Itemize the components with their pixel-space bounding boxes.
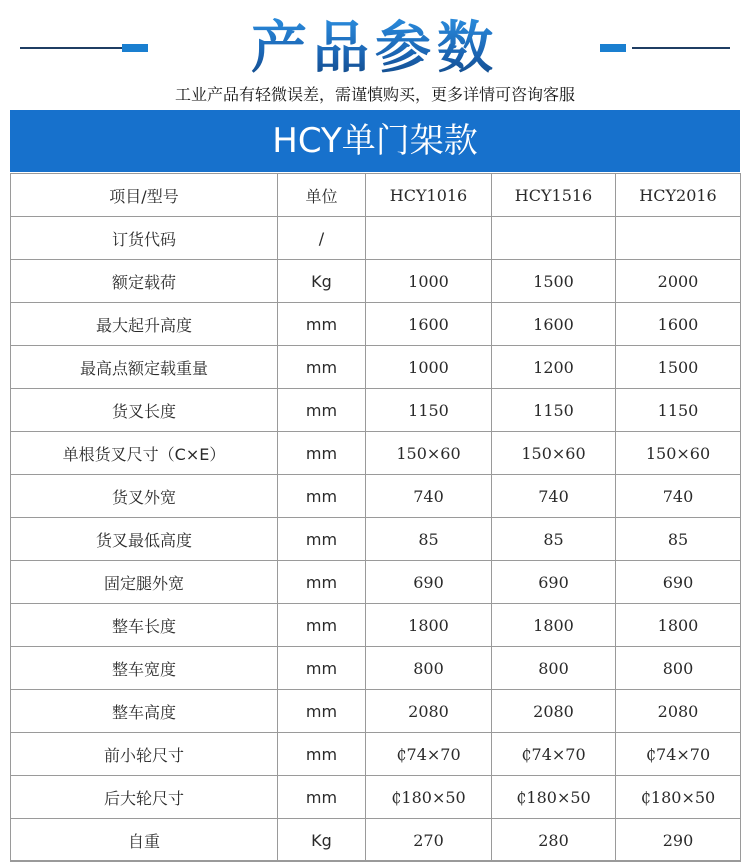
model-2-value-cell: 740: [492, 475, 616, 518]
model-2-value-cell: 85: [492, 518, 616, 561]
model-2-value-cell: 800: [492, 647, 616, 690]
model-3-value-cell: 1600: [616, 303, 741, 346]
table-row: [11, 819, 741, 862]
table-row: [11, 475, 741, 518]
row-label-cell: 额定载荷: [11, 260, 278, 303]
model-3-value-cell: 1500: [616, 346, 741, 389]
row-label-cell: 固定腿外宽: [11, 561, 278, 604]
header-cell-model-2: HCY1516: [492, 174, 616, 217]
decorative-block-right: [600, 44, 626, 52]
spec-table: [10, 173, 741, 862]
model-2-value-cell: 150×60: [492, 432, 616, 475]
row-label-cell: 货叉最低高度: [11, 518, 278, 561]
table-row: [11, 647, 741, 690]
model-3-value-cell: 1800: [616, 604, 741, 647]
model-2-value-cell: 280: [492, 819, 616, 862]
model-3-value-cell: 2000: [616, 260, 741, 303]
unit-cell: /: [278, 217, 366, 260]
model-3-value-cell: 290: [616, 819, 741, 862]
unit-cell: mm: [278, 561, 366, 604]
model-3-value-cell: 800: [616, 647, 741, 690]
row-label-cell: 后大轮尺寸: [11, 776, 278, 819]
model-1-value-cell: 85: [366, 518, 492, 561]
header-cell-unit: 单位: [278, 174, 366, 217]
row-label-cell: 单根货叉尺寸（C×E）: [11, 432, 278, 475]
decorative-line-right: [632, 47, 730, 49]
model-3-value-cell: 740: [616, 475, 741, 518]
row-label-cell: 前小轮尺寸: [11, 733, 278, 776]
unit-cell: Kg: [278, 819, 366, 862]
model-1-value-cell: 270: [366, 819, 492, 862]
page-header: [0, 0, 750, 110]
row-label-cell: 货叉长度: [11, 389, 278, 432]
unit-cell: mm: [278, 303, 366, 346]
model-3-value-cell: 690: [616, 561, 741, 604]
unit-cell: mm: [278, 518, 366, 561]
table-row: [11, 303, 741, 346]
row-label-cell: 整车高度: [11, 690, 278, 733]
model-2-value-cell: 1200: [492, 346, 616, 389]
model-1-value-cell: 740: [366, 475, 492, 518]
unit-cell: mm: [278, 604, 366, 647]
model-1-value-cell: 800: [366, 647, 492, 690]
unit-cell: mm: [278, 690, 366, 733]
model-3-value-cell: 85: [616, 518, 741, 561]
model-1-value-cell: 1800: [366, 604, 492, 647]
model-2-value-cell: 1150: [492, 389, 616, 432]
table-header-row: [11, 174, 741, 217]
row-label-cell: 整车长度: [11, 604, 278, 647]
unit-cell: mm: [278, 389, 366, 432]
table-row: [11, 260, 741, 303]
row-label-cell: 最大起升高度: [11, 303, 278, 346]
row-label-cell: 最高点额定载重量: [11, 346, 278, 389]
model-2-value-cell: 2080: [492, 690, 616, 733]
unit-cell: mm: [278, 776, 366, 819]
unit-cell: mm: [278, 346, 366, 389]
header-cell-item: 项目/型号: [11, 174, 278, 217]
row-label-cell: 自重: [11, 819, 278, 862]
model-1-value-cell: 1000: [366, 346, 492, 389]
model-2-value-cell: [492, 217, 616, 260]
row-label-cell: 整车宽度: [11, 647, 278, 690]
table-row: [11, 776, 741, 819]
model-1-value-cell: ₵74×70: [366, 733, 492, 776]
table-row: [11, 733, 741, 776]
table-row: [11, 604, 741, 647]
model-2-value-cell: 1600: [492, 303, 616, 346]
table-row: [11, 389, 741, 432]
page-title: 产品参数: [0, 14, 750, 84]
model-3-value-cell: [616, 217, 741, 260]
model-2-value-cell: 690: [492, 561, 616, 604]
model-2-value-cell: 1800: [492, 604, 616, 647]
table-row: [11, 217, 741, 260]
model-1-value-cell: [366, 217, 492, 260]
spec-table-body: [11, 174, 741, 862]
model-3-value-cell: ₵74×70: [616, 733, 741, 776]
row-label-cell: 订货代码: [11, 217, 278, 260]
table-row: [11, 518, 741, 561]
model-3-value-cell: 2080: [616, 690, 741, 733]
model-1-value-cell: 150×60: [366, 432, 492, 475]
unit-cell: Kg: [278, 260, 366, 303]
model-3-value-cell: 150×60: [616, 432, 741, 475]
model-banner: HCY单门架款: [10, 110, 740, 172]
model-2-value-cell: ₵180×50: [492, 776, 616, 819]
model-1-value-cell: 1000: [366, 260, 492, 303]
model-2-value-cell: ₵74×70: [492, 733, 616, 776]
row-label-cell: 货叉外宽: [11, 475, 278, 518]
table-bottom-border: [10, 860, 740, 862]
model-1-value-cell: 2080: [366, 690, 492, 733]
model-3-value-cell: ₵180×50: [616, 776, 741, 819]
unit-cell: mm: [278, 733, 366, 776]
header-cell-model-3: HCY2016: [616, 174, 741, 217]
model-2-value-cell: 1500: [492, 260, 616, 303]
table-row: [11, 690, 741, 733]
header-cell-model-1: HCY1016: [366, 174, 492, 217]
table-row: [11, 346, 741, 389]
model-3-value-cell: 1150: [616, 389, 741, 432]
unit-cell: mm: [278, 475, 366, 518]
model-1-value-cell: 690: [366, 561, 492, 604]
unit-cell: mm: [278, 647, 366, 690]
table-row: [11, 561, 741, 604]
page-subtitle: 工业产品有轻微误差，需谨慎购买，更多详情可咨询客服: [174, 85, 575, 104]
model-1-value-cell: ₵180×50: [366, 776, 492, 819]
unit-cell: mm: [278, 432, 366, 475]
model-1-value-cell: 1600: [366, 303, 492, 346]
model-1-value-cell: 1150: [366, 389, 492, 432]
table-row: [11, 432, 741, 475]
